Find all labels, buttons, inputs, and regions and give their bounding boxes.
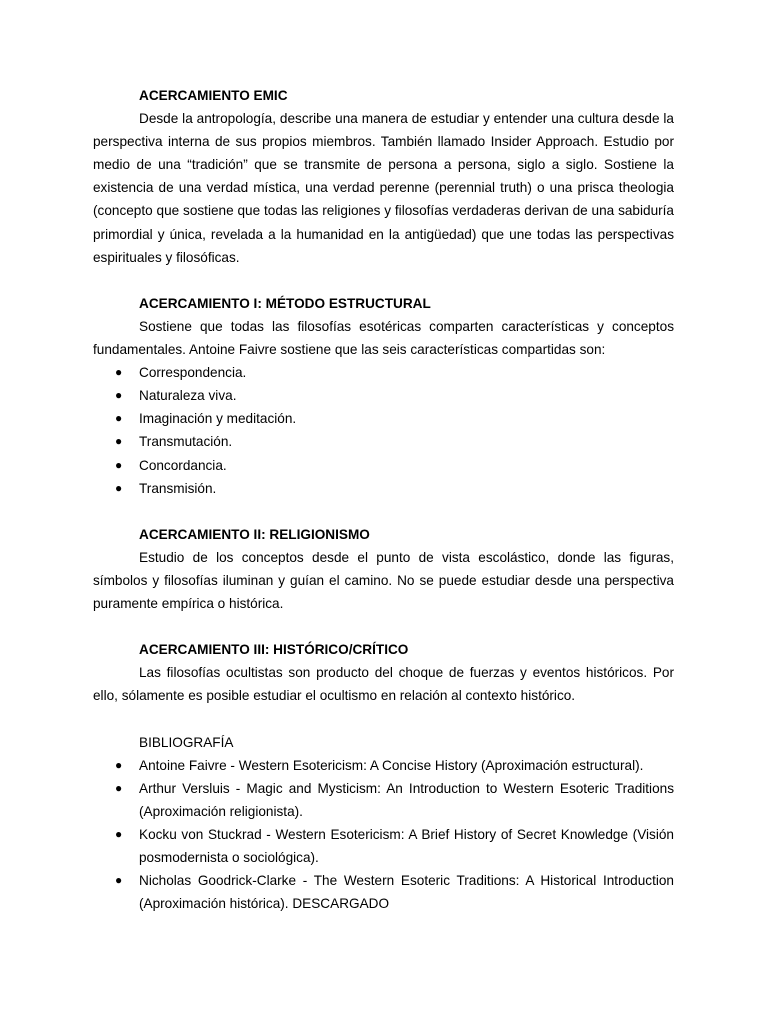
section-paragraph-emic: Desde la antropología, describe una manera de estudiar y entender una cultura desde la perspectiva interna de sus propios miembros. También llamado Insider Approach. Estudio por medio de una “tradición” que se transmite de persona a persona, siglo a siglo. Sostiene la existencia de una verdad mística, una verdad perenne (perennial truth) o una prisca theologia (concepto que sostiene que todas las religiones y filosofías verdaderas derivan de una sabiduría primordial y única, revelada a la humanidad en la antigüedad) que une todas las perspectivas espirituales y filosóficas. <box>93 111 674 265</box>
spacer <box>93 500 674 523</box>
list-item <box>93 454 674 477</box>
list-item-text: Concordancia. <box>139 457 227 473</box>
section-heading-religionismo: ACERCAMIENTO II: RELIGIONISMO <box>139 526 370 542</box>
list-item <box>93 754 674 777</box>
characteristics-list <box>93 361 674 500</box>
bullet-icon: ● <box>115 457 123 472</box>
bullet-icon: ● <box>115 757 123 772</box>
list-item-text: Naturaleza viva. <box>139 388 237 404</box>
section-paragraph-historico: Las filosofías ocultistas son producto del choque de fuerzas y eventos históricos. Por ello, sólamente es posible estudiar el ocultismo en relación al contexto histórico. <box>93 665 674 704</box>
bibliography-list <box>93 754 674 916</box>
list-item-text: Kocku von Stuckrad - Western Esotericism: A Brief History of Secret Knowledge (Visión posmodernista o sociológica). <box>139 827 674 866</box>
section-heading-emic: ACERCAMIENTO EMIC <box>139 88 288 103</box>
list-item <box>93 477 674 500</box>
bullet-icon: ● <box>115 480 123 495</box>
bullet-icon: ● <box>115 365 123 380</box>
list-item-text: Arthur Versluis - Magic and Mysticism: An Introduction to Western Esoteric Traditions (Aproximación religionista). <box>139 780 674 819</box>
list-item <box>93 407 674 430</box>
section-paragraph-estructural: Sostiene que todas las filosofías esotéricas comparten características y conceptos fundamentales. Antoine Faivre sostiene que las seis características compartidas son: <box>93 318 674 358</box>
spacer <box>93 269 674 292</box>
section-heading-historico: ACERCAMIENTO III: HISTÓRICO/CRÍTICO <box>139 642 409 658</box>
document-page <box>93 84 674 915</box>
list-item <box>93 777 674 823</box>
list-item <box>93 869 674 915</box>
list-item <box>93 361 674 384</box>
bullet-icon: ● <box>115 411 123 426</box>
list-item-text: Transmutación. <box>139 434 233 450</box>
bibliography-title: BIBLIOGRAFÍA <box>139 734 234 750</box>
bullet-icon: ● <box>115 388 123 403</box>
list-item <box>93 430 674 453</box>
bullet-icon: ● <box>115 434 123 449</box>
section-heading-estructural: ACERCAMIENTO I: MÉTODO ESTRUCTURAL <box>139 295 431 311</box>
list-item-text: Correspondencia. <box>139 365 247 381</box>
bullet-icon: ● <box>115 780 123 795</box>
list-item-text: Antoine Faivre - Western Esotericism: A Concise History (Aproximación estructural). <box>139 757 644 773</box>
list-item <box>93 823 674 869</box>
list-item-text: Imaginación y meditación. <box>139 411 297 427</box>
section-paragraph-religionismo: Estudio de los conceptos desde el punto de vista escolástico, donde las figuras, símbolos y filosofías iluminan y guían el camino. No se puede estudiar desde una perspectiva puramente empírica o histórica. <box>93 549 674 612</box>
list-item-text: Nicholas Goodrick-Clarke - The Western Esoteric Traditions: A Historical Introduction (Aproximación histórica). DESCARGADO <box>139 873 674 912</box>
spacer <box>93 708 674 731</box>
list-item <box>93 384 674 407</box>
bullet-icon: ● <box>115 827 123 841</box>
spacer <box>93 615 674 638</box>
list-item-text: Transmisión. <box>139 480 217 496</box>
bullet-icon: ● <box>115 873 123 888</box>
